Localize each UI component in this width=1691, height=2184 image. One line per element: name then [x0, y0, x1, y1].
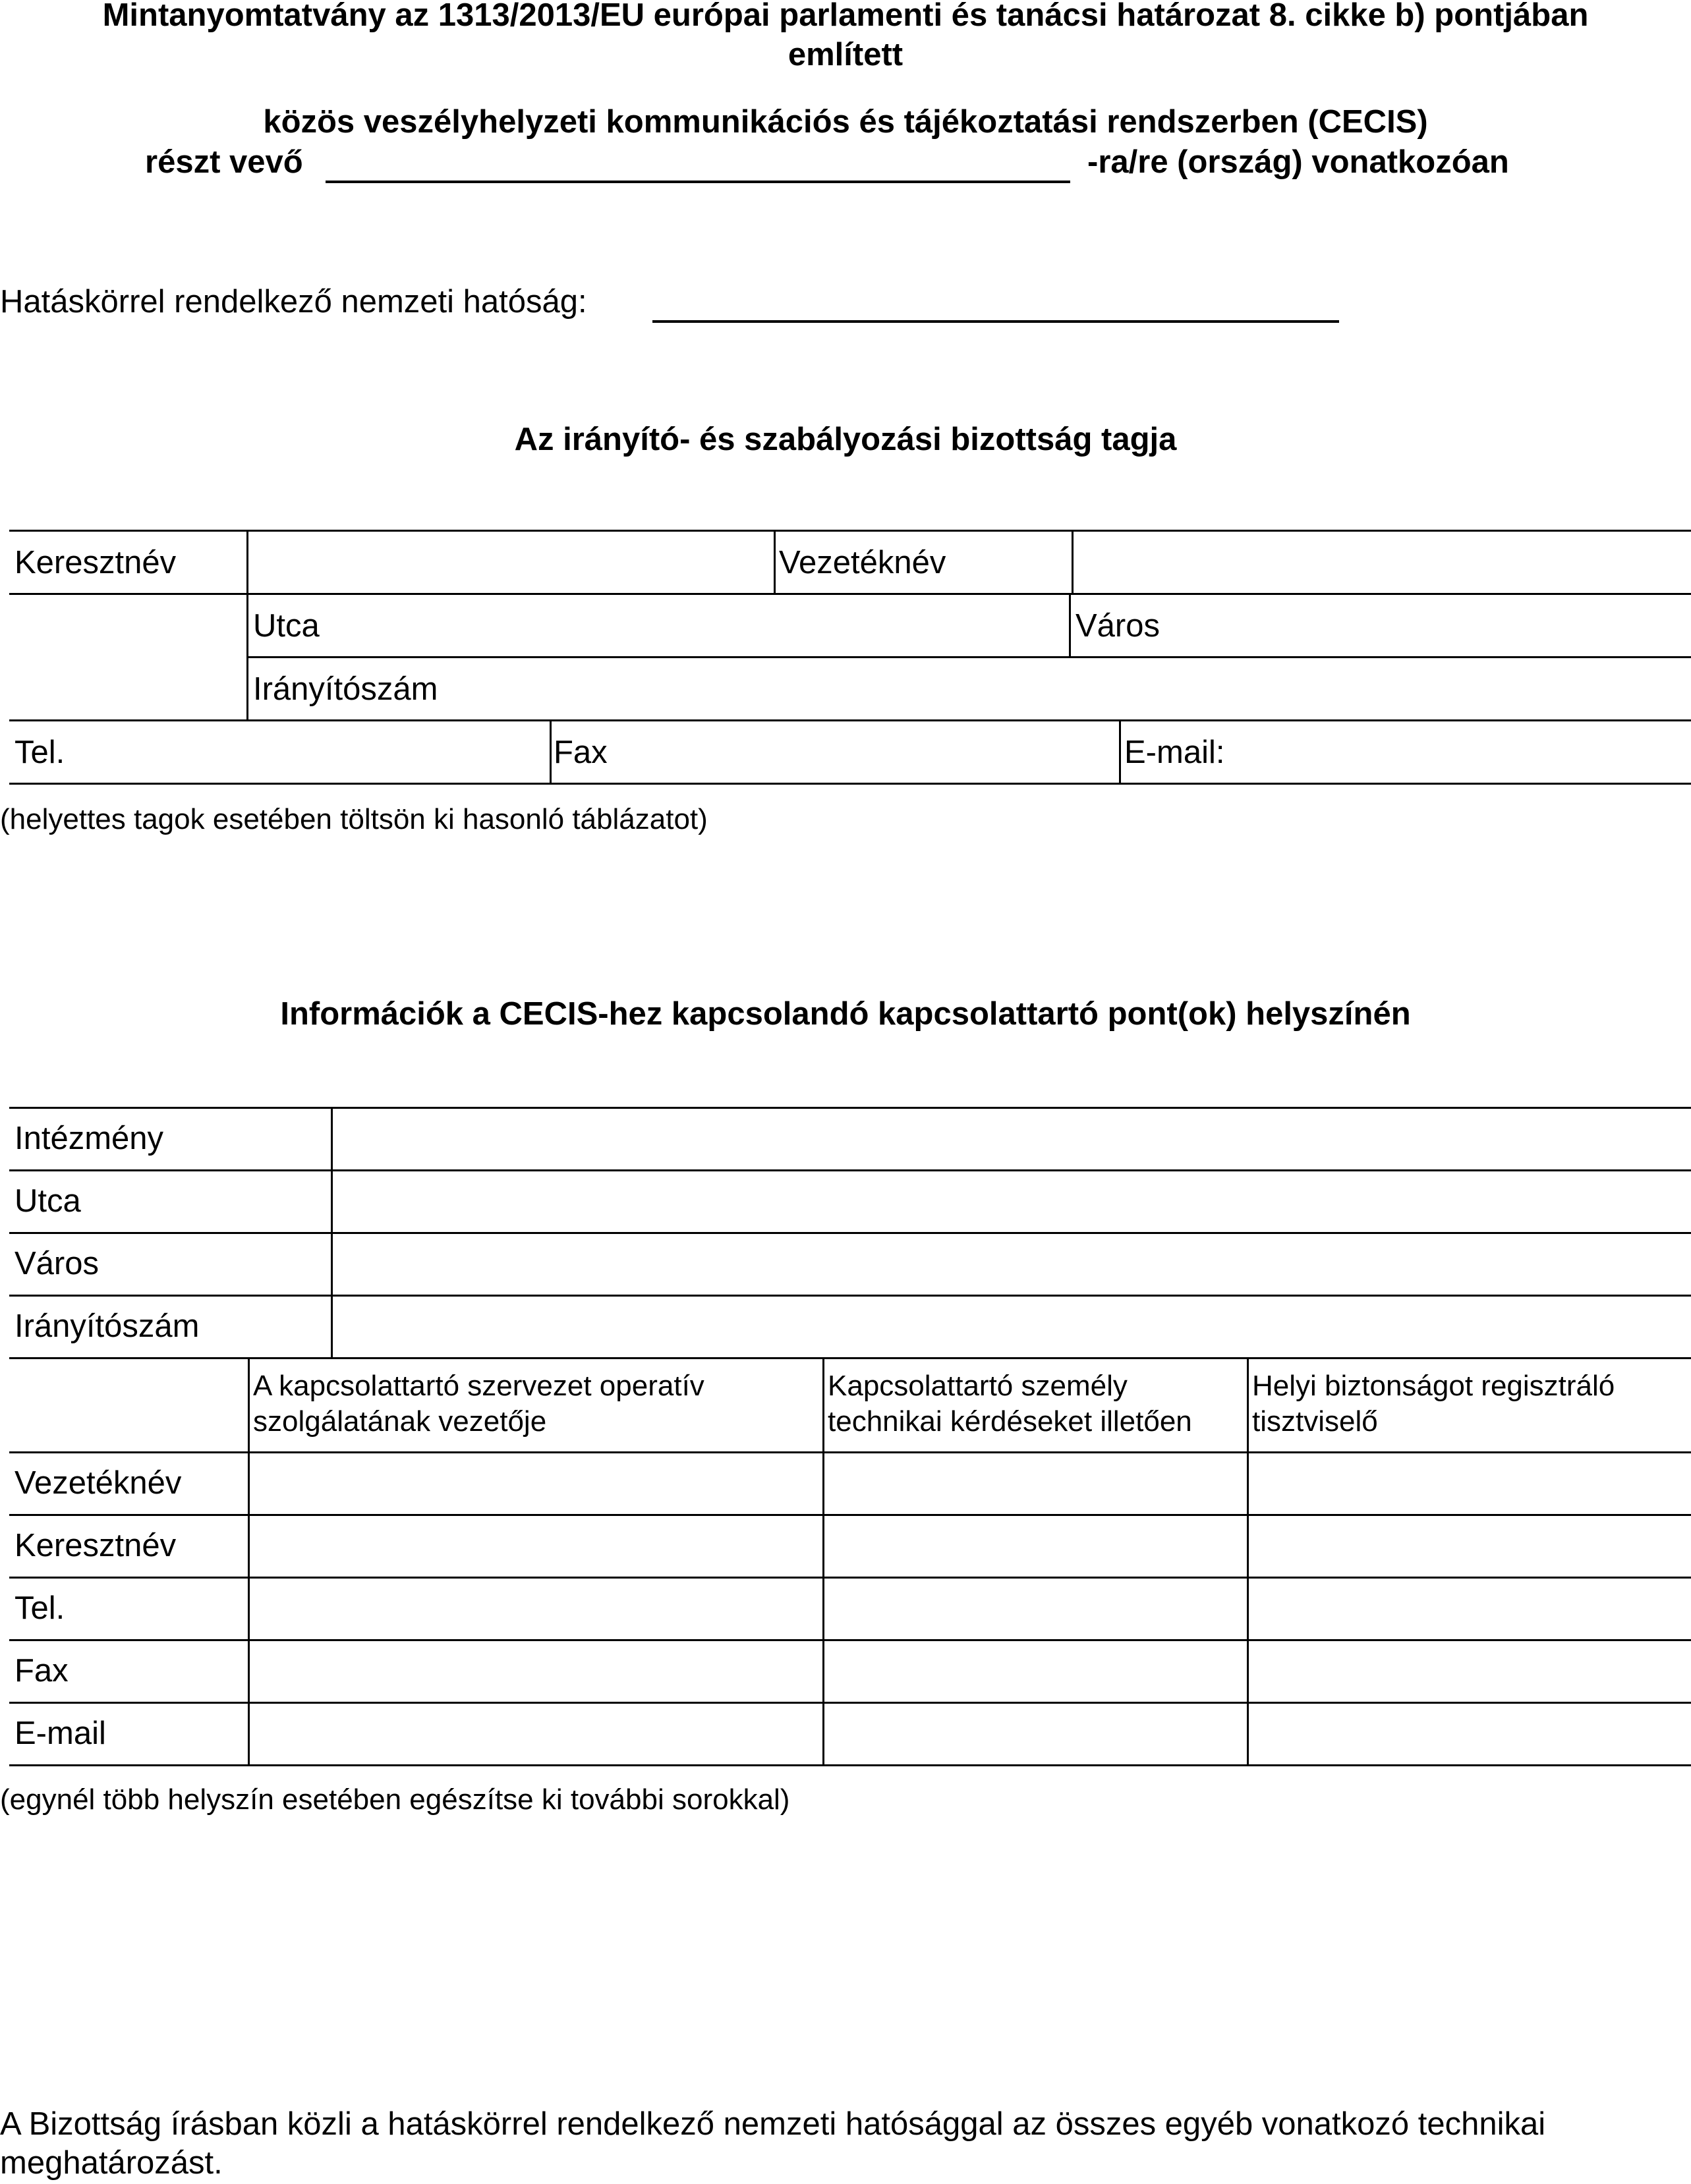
first-name-field[interactable]: [250, 532, 771, 592]
participant-label: részt vevő: [145, 144, 303, 180]
row-label-tel: Tel.: [14, 1590, 65, 1626]
street-field[interactable]: [335, 1172, 1688, 1230]
section1-note: (helyettes tagok esetében töltsön ki hasonló táblázatot): [0, 803, 708, 835]
city-label: Város: [14, 1246, 100, 1281]
city-field[interactable]: [335, 1235, 1688, 1293]
institution-label: Intézmény: [14, 1121, 164, 1156]
street-label: Utca: [14, 1183, 81, 1219]
col-header-technical-contact-line1: Kapcsolattartó személy: [828, 1370, 1128, 1402]
authority-label: Hatáskörrel rendelkező nemzeti hatóság:: [0, 284, 587, 320]
col-header-security-officer-line1: Helyi biztonságot regisztráló: [1252, 1370, 1615, 1402]
country-blank-field[interactable]: [326, 149, 1070, 183]
row-label-email: E-mail: [14, 1716, 106, 1751]
col-header-technical-contact-line2: technikai kérdéseket illetően: [828, 1405, 1192, 1438]
first-name-label: Keresztnév: [14, 545, 177, 580]
col-header-operations-head-line2: szolgálatának vezetője: [253, 1405, 547, 1438]
row-label-fax: Fax: [14, 1653, 69, 1689]
postcode-label: Irányítószám: [14, 1308, 200, 1344]
form-title-line1: Mintanyomtatvány az 1313/2013/EU európai parlamenti és tanácsi határozat 8. cikke b) pontjában: [102, 0, 1589, 33]
row-label-last-name: Vezetéknév: [14, 1465, 182, 1501]
section1-title: Az irányító- és szabályozási bizottság tagja: [514, 422, 1177, 457]
form-title-line3: közös veszélyhelyzeti kommunikációs és tájékoztatási rendszerben (CECIS): [263, 104, 1428, 140]
postcode-label: Irányítószám: [253, 671, 438, 707]
col-header-operations-head-line1: A kapcsolattartó szervezet operatív: [253, 1370, 704, 1402]
city-label: Város: [1075, 608, 1161, 644]
section2-note: (egynél több helyszín esetében egészítse ki további sorokkal): [0, 1783, 790, 1816]
row-label-first-name: Keresztnév: [14, 1528, 177, 1563]
tel-label: Tel.: [14, 735, 65, 770]
last-name-field[interactable]: [1075, 532, 1688, 592]
section2-title: Információk a CECIS-hez kapcsolandó kapcsolattartó pont(ok) helyszínén: [280, 996, 1411, 1032]
fax-label: Fax: [554, 735, 608, 770]
street-label: Utca: [253, 608, 320, 644]
country-suffix-label: -ra/re (ország) vonatkozóan: [1087, 144, 1509, 180]
footer-line1: A Bizottság írásban közli a hatáskörrel rendelkező nemzeti hatósággal az összes egyéb vonatkozó technikai: [0, 2106, 1546, 2142]
form-title-line2: említett: [788, 37, 903, 72]
postcode-field[interactable]: [335, 1297, 1688, 1355]
institution-field[interactable]: [335, 1109, 1688, 1167]
col-header-security-officer-line2: tisztviselő: [1252, 1405, 1378, 1438]
footer-line2: meghatározást.: [0, 2145, 223, 2181]
email-label: E-mail:: [1124, 735, 1225, 770]
authority-blank-field[interactable]: [652, 289, 1339, 323]
last-name-label: Vezetéknév: [779, 545, 946, 580]
